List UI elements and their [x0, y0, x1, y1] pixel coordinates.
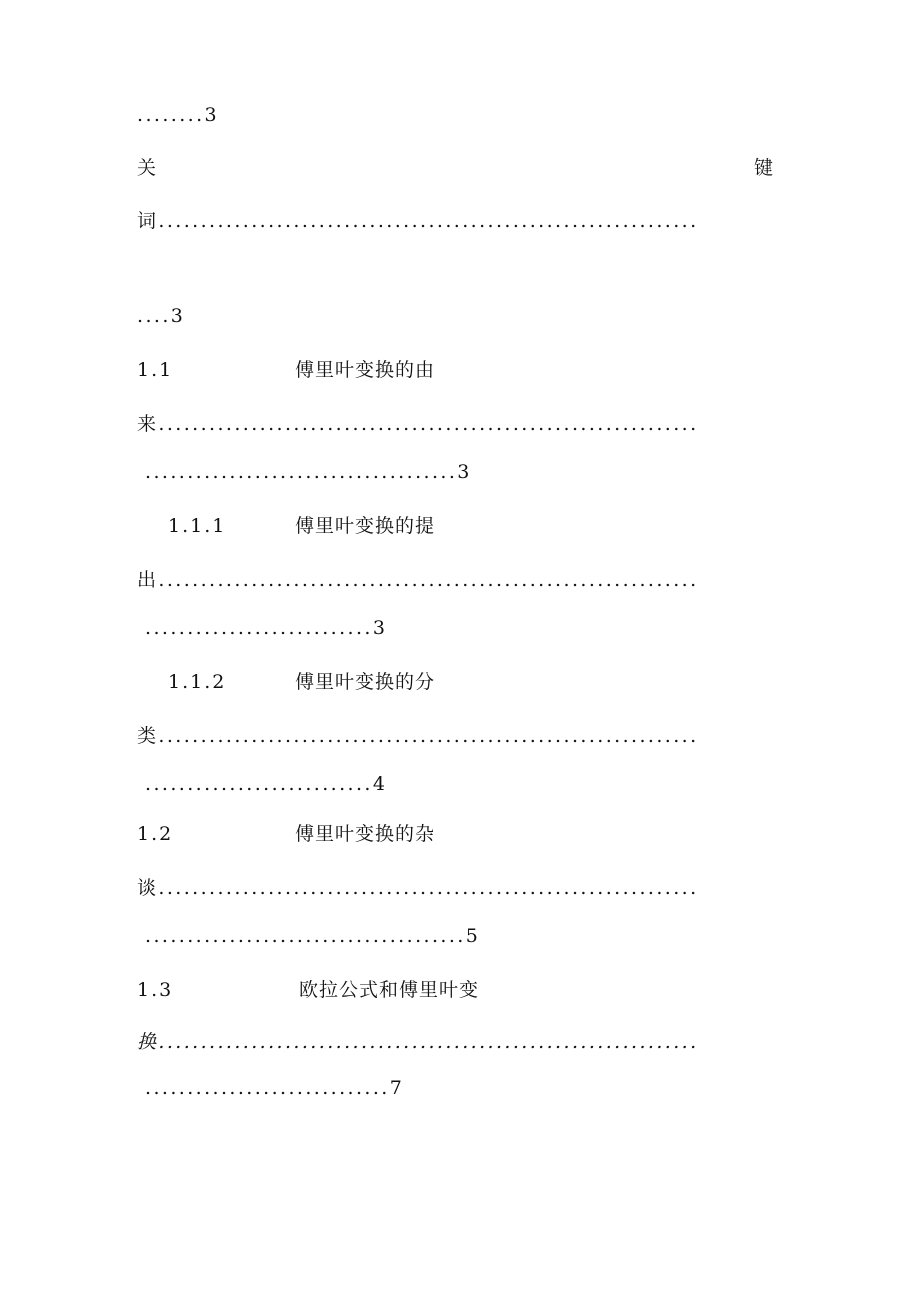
- toc-entry-continuation: 换................................................................: [137, 1031, 699, 1053]
- toc-entry-page-dots: .....................................3: [145, 461, 472, 483]
- toc-entry-continuation: 出................................................................: [137, 569, 699, 591]
- toc-entry-continuation: 谈................................................................: [137, 877, 699, 899]
- toc-keyword-right-char: 键: [754, 157, 774, 179]
- toc-entry-page-dots: ......................................5: [145, 925, 481, 947]
- toc-entry-title[interactable]: 傅里叶变换的由: [295, 359, 436, 381]
- toc-entry-title[interactable]: 傅里叶变换的杂: [295, 823, 436, 845]
- toc-entry-continuation: 类................................................................: [137, 725, 699, 747]
- toc-entry-title[interactable]: 欧拉公式和傅里叶变: [299, 979, 480, 1001]
- toc-entry-number[interactable]: 1.2: [137, 823, 174, 845]
- toc-entry-number[interactable]: 1.1.2: [168, 671, 227, 693]
- toc-entry-page-dots: ...........................4: [145, 773, 388, 795]
- toc-entry-page-dots: .............................7: [145, 1077, 405, 1099]
- toc-entry-number[interactable]: 1.1: [137, 359, 174, 381]
- toc-keyword-left-char: 关: [137, 157, 157, 179]
- toc-entry-number[interactable]: 1.3: [137, 979, 174, 1001]
- toc-entry-title[interactable]: 傅里叶变换的分: [295, 671, 436, 693]
- toc-entry-title[interactable]: 傅里叶变换的提: [295, 515, 436, 537]
- toc-keyword-dots-line: 词................................................................: [137, 210, 699, 232]
- toc-entry-number[interactable]: 1.1.1: [168, 515, 227, 537]
- toc-continuation-line: ........3: [137, 104, 220, 126]
- toc-keyword-page-line: ....3: [137, 305, 186, 327]
- toc-entry-page-dots: ...........................3: [145, 617, 388, 639]
- toc-entry-continuation: 来................................................................: [137, 413, 699, 435]
